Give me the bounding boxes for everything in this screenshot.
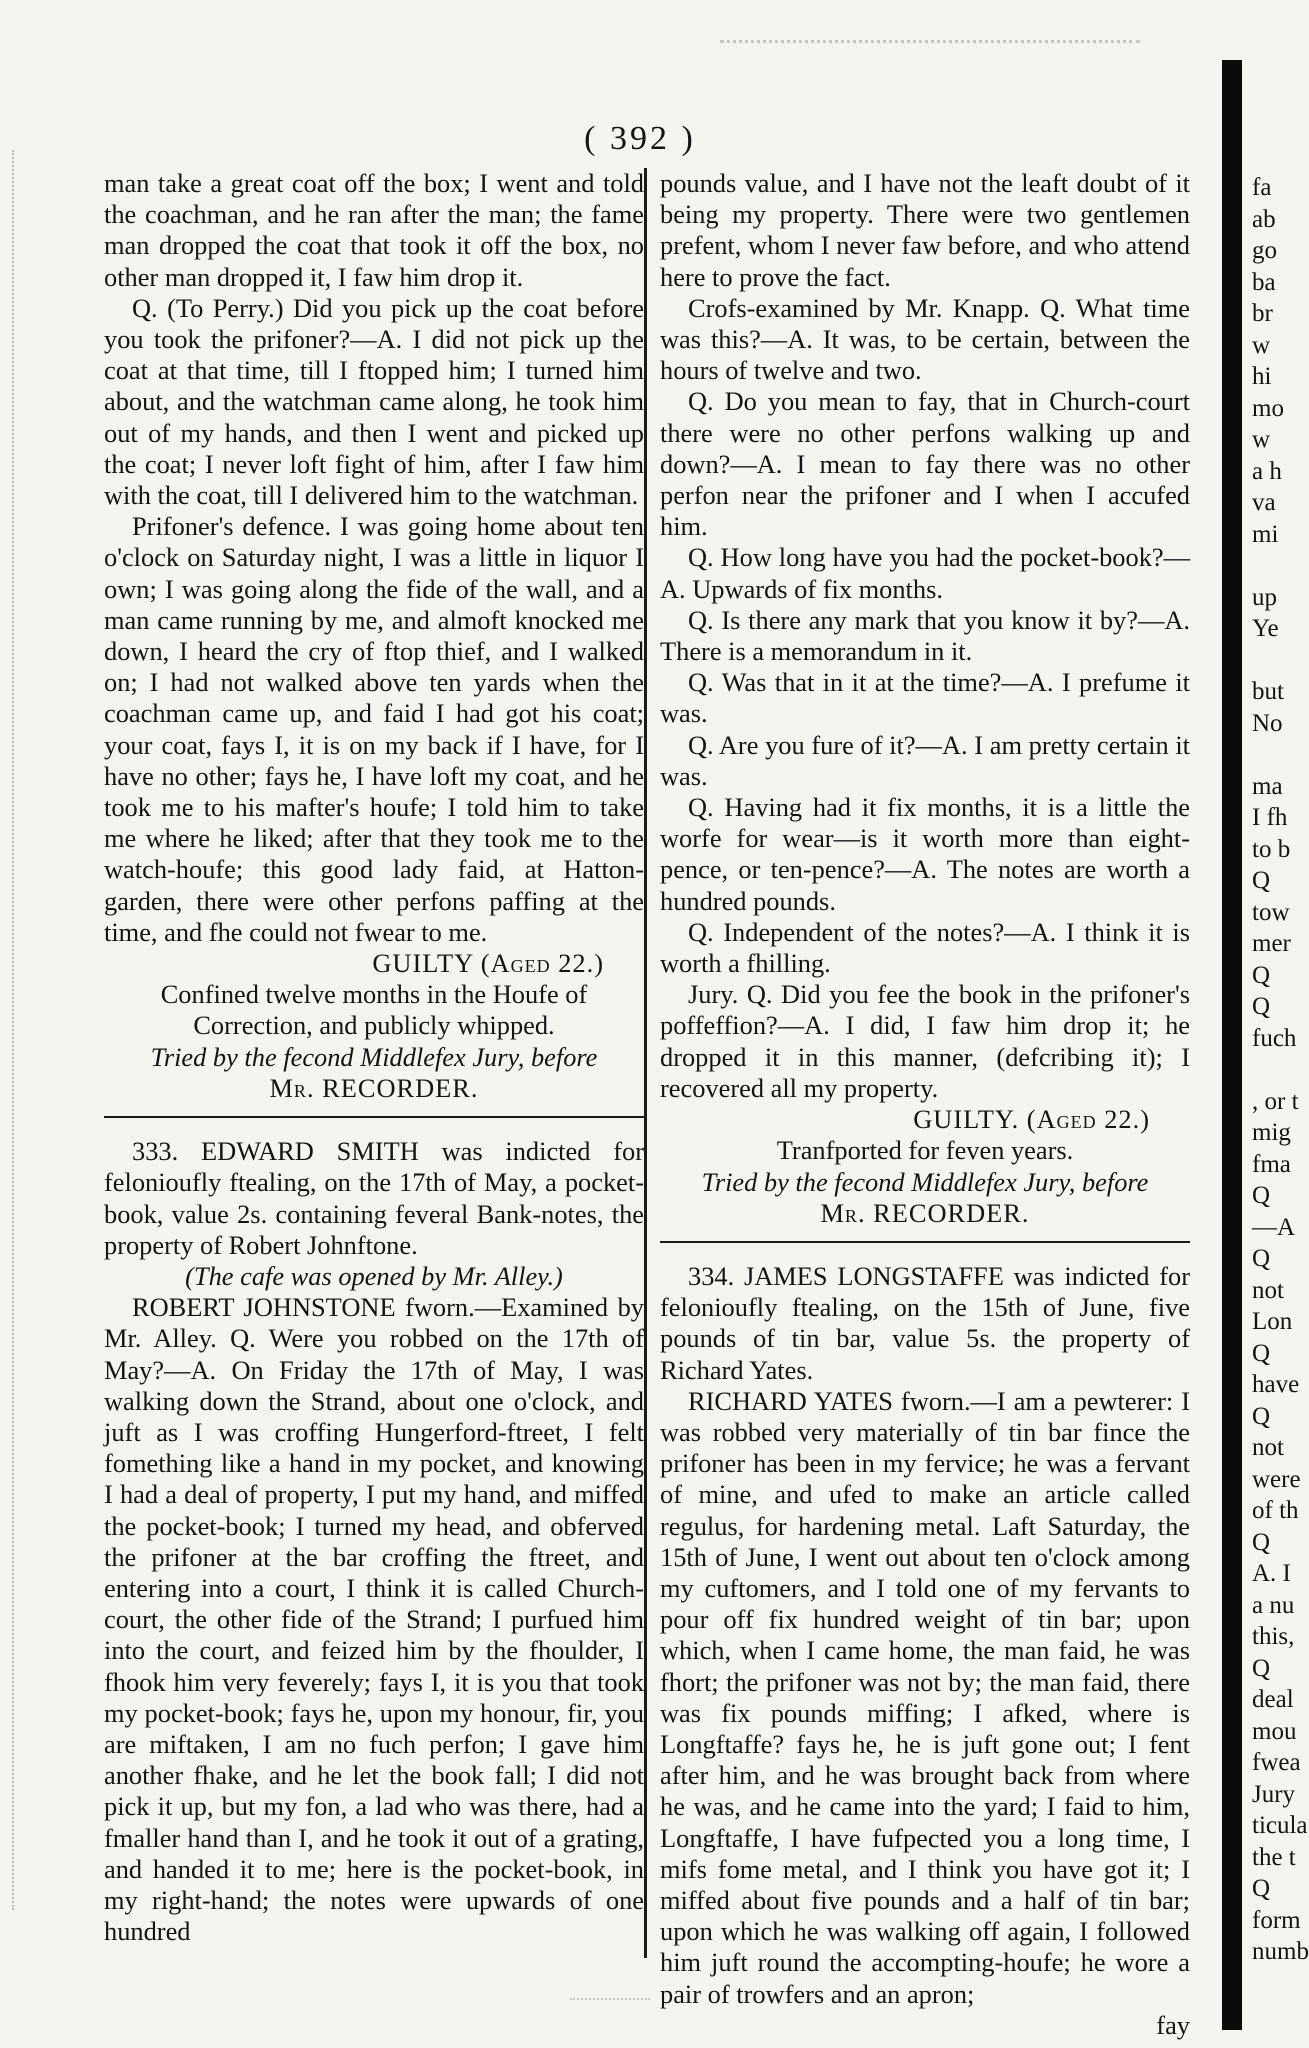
paragraph: RICHARD YATES fworn.—I am a pewterer: I was robbed very materially of tin bar fince the prifoner has been in my fervice; he was a fervant of mine, and ufed to make an article called regulus, for hardening metal. Laft Saturday, the 15th of June, I went out about ten o'clock among my cuftomers, and I told one of my fervants to pour off fix hundred weight of tin bar; upon which, when I came home, the man faid, he was fhort; the prifoner was not by; the man faid, there was fix pounds miffing; I afked, where is Longftaffe? fays he, he is juft gone out; I fent after him, and he was brought back from where he was, and he came into the yard; I faid to him, Longftaffe, I have fufpected you a long time, I mifs fome metal, and I think you have got it; I miffed about five pounds and a half of tin bar; upon which he was walking off again, I followed him juft round the accompting-houfe; he wore a pair of trowfers and an apron; [660,1385,1190,2009]
fragment-line: were [1252,1465,1301,1493]
fragment-line: ma [1252,772,1283,800]
paragraph: Crofs-examined by Mr. Knapp. Q. What time was this?—A. It was, to be certain, between the hours of twelve and two. [660,292,1190,386]
fragment-line: fma [1252,1150,1291,1178]
fragment-line: fwea [1252,1749,1301,1776]
paragraph: Q. Was that in it at the time?—A. I prefume it was. [660,667,1190,729]
fragment-line: No [1252,709,1283,737]
catchword: fay [1156,2009,1190,2040]
paragraph: Q. Are you fure of it?—A. I am pretty certain it was. [660,729,1190,791]
section-divider [104,1116,644,1118]
fragment-line [1252,550,1292,582]
verdict: GUILTY. (Aged 22.) [913,1104,1150,1135]
fragment-line: not [1252,1434,1284,1461]
paragraph: Q. Independent of the notes?—A. I think it is worth a fhilling. [660,916,1190,979]
fragment-line: Ye [1252,615,1279,642]
recorder-line: Mr. RECORDER. [269,1072,479,1103]
fragment-line: deal [1252,1686,1294,1713]
section-divider [660,1241,1190,1243]
fragment-line: tow [1252,898,1290,926]
fragment-line: this, [1252,1623,1295,1650]
fragment-line: w [1252,426,1271,453]
fragment-line: Jury [1252,1780,1296,1808]
fragment-line: numb [1252,1938,1309,1965]
fragment-line: to b [1252,835,1291,863]
fragment-line: ticula [1252,1812,1308,1839]
fragment-line: br [1252,300,1273,327]
fragment-line: Q [1252,867,1271,894]
fragment-line: mou [1252,1717,1297,1745]
paragraph: ROBERT JOHNSTONE fworn.—Examined by Mr. Alley. Q. Were you robbed on the 17th of May?—A. On Friday the 17th of May, I was walking down the Strand, about one o'clock, and juft as I was croffing Hungerford-ftreet, I felt fomething like a hand in my pocket, and knowing I had a deal of property, I put my hand, and miffed the pocket-book; I turned my head, and obferved the prifoner at the bar croffing the ftreet, and entering into a court, I think it is called Church-court, the other fide of the Strand; I purfued him into the court, and feized him by the fhoulder, I fhook him very feverely; fays I, it is you that took my pocket-book; fays he, upon my honour, fir, you are miftaken, I am no fuch perfon; I gave him another fhake, and he let the book fall; I did not pick it up, but my fon, a lad who was there, had a fmaller hand than I, and he took it out of a grating, and handed it to me; here is the pocket-book, in my right-hand; the notes were upwards of one hundred [104,1292,644,1947]
fragment-line: up [1252,583,1277,611]
fragment-line: a nu [1252,1591,1295,1619]
fragment-line: Q [1252,1402,1271,1430]
fragment-line: fuch [1252,1024,1297,1052]
fragment-line: Q [1252,1339,1271,1367]
fragment-line: Q [1252,961,1271,989]
fragment-line: Lon [1252,1308,1293,1335]
fragment-line: va [1252,489,1276,516]
fragment-line: mig [1252,1119,1291,1146]
fragment-line: mi [1252,520,1279,548]
scan-artifact-left-margin [12,150,50,1910]
case-heading-333: 333. EDWARD SMITH was indicted for felonioufly ftealing, on the 17th of May, a pocket-book, value 2s. containing feveral Bank-notes, the property of Robert Johnftone. [104,1136,644,1260]
fragment-line: A. I [1252,1560,1291,1587]
fragment-line: ba [1252,268,1276,296]
sentence: Confined twelve months in the Houfe of Correction, and publicly whipped. [160,979,588,1041]
column-divider [644,168,647,1958]
fragment-line: Q [1252,1528,1271,1556]
paragraph: Q. How long have you had the pocket-book?—A. Upwards of fix months. [660,542,1190,604]
sentence: Tranfported for feven years. [776,1135,1074,1166]
paragraph: Q. Is there any mark that you know it by?—A. There is a memorandum in it. [660,604,1190,667]
tried-by-line: Tried by the fecond Middlefex Jury, before [701,1166,1149,1197]
fragment-line: fa [1252,174,1272,201]
fragment-line: Q [1252,1245,1271,1272]
paragraph: Q. (To Perry.) Did you pick up the coat before you took the prifoner?—A. I did not pick up the coat at that time, till I ftopped him; I turned him about, and the watchman came along, he took him out of my hands, and then I went and picked up the coat; I never loft fight of him, after I faw him with the coat, till I delivered him to the watchman. [104,292,644,511]
fragment-line: ab [1252,205,1276,233]
case-opened-note: (The cafe was opened by Mr. Alley.) [185,1260,563,1291]
paragraph: Q. Having had it fix months, it is a little the worfe for wear—is it worth more than eight-pence, or ten-pence?—A. The notes are worth a hundred pounds. [660,792,1190,916]
fragment-line: of th [1252,1497,1299,1524]
fragment-line [1252,1054,1292,1086]
scan-artifact-bottom [570,1998,650,2006]
paragraph: Jury. Q. Did you fee the book in the prifoner's poffeffion?—A. I did, I faw him drop it; he dropped it in this manner, (defcribing it); I recovered all my property. [660,979,1190,1103]
fragment-line: hi [1252,363,1272,390]
verdict: GUILTY (Aged 22.) [372,948,604,979]
page-number: ( 392 ) [584,120,696,157]
paragraph: Prifoner's defence. I was going home about ten o'clock on Saturday night, I was a little in liquor I own; I was going along the fide of the wall, and a man came running by me, and almoft knocked me down, I heard the cry of ftop thief, and I walked on; I had not walked above ten yards when the coachman came up, and faid I had got his coat; your coat, fays I, it is on my back if I have, for I have no other; fays he, I have loft my coat, and he took me to his mafter's houfe; I told him to take me where he liked; after that they took me to the watch-houfe; this good lady faid, at Hatton-garden, there were other perfons paffing at the time, and fhe could not fwear to me. [104,511,644,947]
fragment-line: have [1252,1371,1300,1398]
fragment-line: the t [1252,1843,1296,1871]
fragment-line: Q [1252,1182,1271,1209]
case-heading-334: 334. JAMES LONGSTAFFE was indicted for felonioufly ftealing, on the 15th of June, five pounds of tin bar, value 5s. the property of Richard Yates. [660,1260,1190,1385]
recorder-line: Mr. RECORDER. [820,1197,1030,1228]
fragment-line [1252,739,1292,771]
fragment-line: go [1252,237,1277,264]
fragment-line: form [1252,1906,1301,1934]
fragment-line: mo [1252,394,1284,422]
fragment-line: not [1252,1276,1284,1304]
scan-artifact-top [720,40,1140,57]
page-gutter-shadow [1222,60,1242,2030]
fragment-line: but [1252,678,1284,705]
fragment-line [1252,645,1292,677]
fragment-line: a h [1252,457,1282,485]
fragment-line: Q [1252,1654,1271,1682]
fragment-line: w [1252,331,1271,359]
fragment-line: Q [1252,1875,1271,1902]
right-column-fragment [1252,172,1309,1968]
left-column [104,168,644,1947]
fragment-line: —A [1252,1213,1296,1241]
fragment-line: , or t [1252,1087,1299,1115]
paragraph: pounds value, and I have not the leaft doubt of it being my property. There were two gentlemen prefent, whom I never faw before, and who attend here to prove the fact. [660,168,1190,292]
tried-by-line: Tried by the fecond Middlefex Jury, before [150,1041,598,1072]
fragment-line: I fh [1252,804,1288,831]
paragraph: Q. Do you mean to fay, that in Church-court there were no other perfons walking up and down?—A. I mean to fay there was no other perfon near the prifoner and I when I accufed him. [660,386,1190,542]
paragraph: man take a great coat off the box; I went and told the coachman, and he ran after the man; the fame man dropped the coat that took it off the box, no other man dropped it, I faw him drop it. [104,168,644,292]
middle-column [660,168,1190,2041]
fragment-line: mer [1252,930,1291,957]
fragment-line: Q [1252,993,1271,1020]
